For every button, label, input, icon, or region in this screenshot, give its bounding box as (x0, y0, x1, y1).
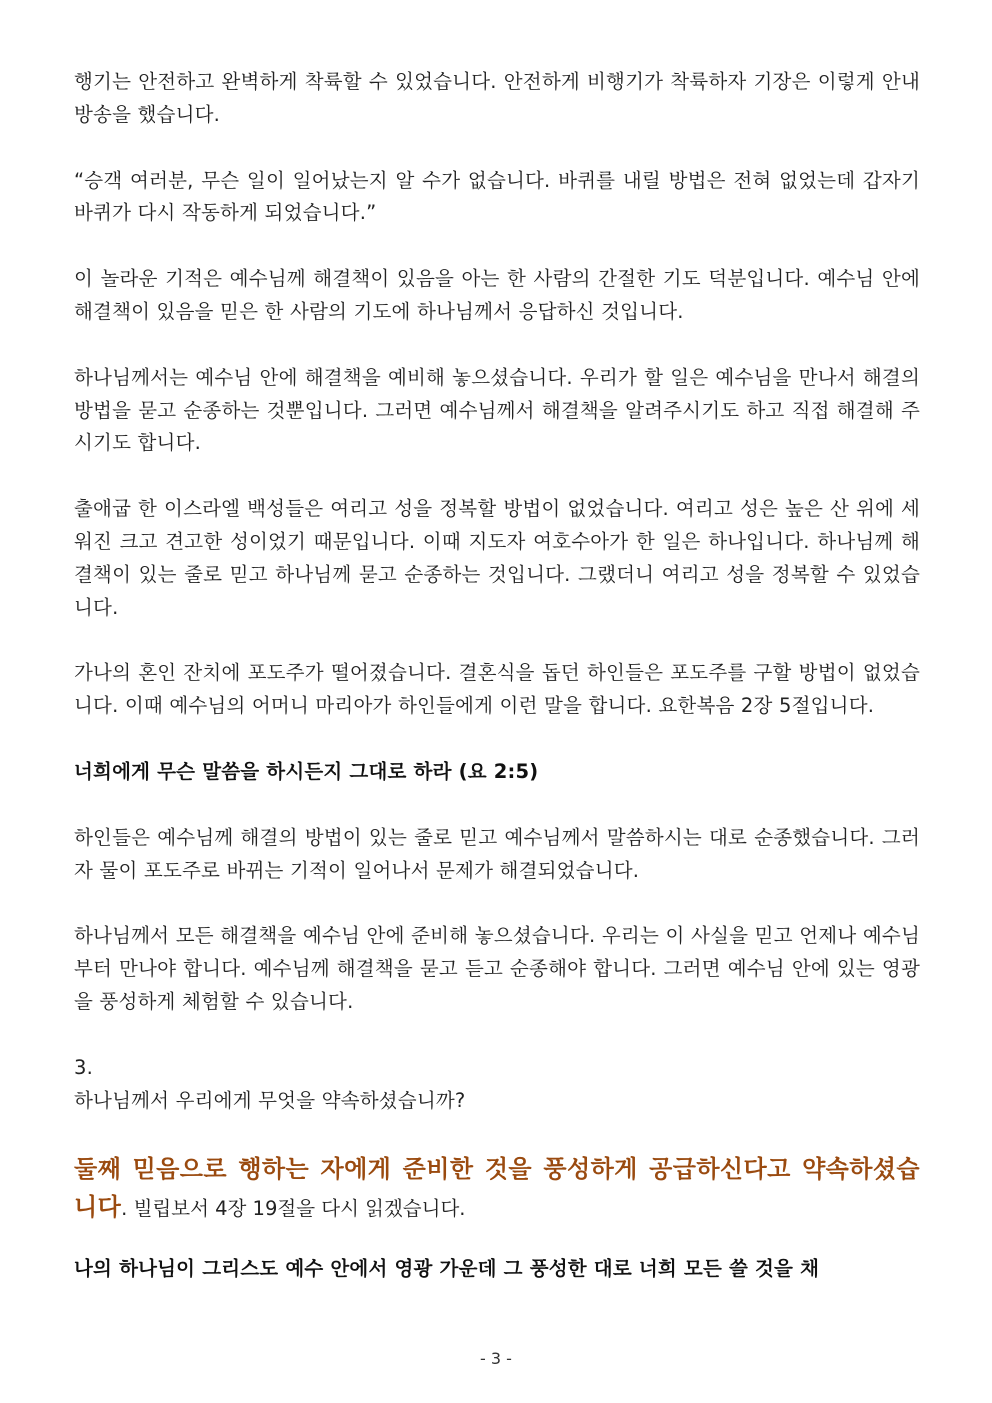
section-question: 하나님께서 우리에게 무엇을 약속하셨습니까? (74, 1088, 466, 1112)
paragraph-captain-quote: “승객 여러분, 무슨 일이 일어났는지 알 수가 없습니다. 바퀴를 내릴 방법은 전혀 없었는데 갑자기 바퀴가 다시 작동하게 되었습니다.” (74, 168, 920, 225)
paragraph-jericho: 출애굽 한 이스라엘 백성들은 여리고 성을 정복할 방법이 없었습니다. 여리고 성은 높은 산 위에 세워진 크고 견고한 성이었기 때문입니다. 이때 지도자 여호수아가 한 일은 하나입니다. 하나님께 해결책이 있는 줄로 믿고 하나님께 묻고 순종하는 것입니다. 그랬더니 여리고 성을 정복할 수 있었습니다. (74, 497, 920, 619)
paragraph-all-solutions: 하나님께서 모든 해결책을 예수님 안에 준비해 놓으셨습니다. 우리는 이 사실을 믿고 언제나 예수님부터 만나야 합니다. 예수님께 해결책을 묻고 듣고 순종해야 합니다. 그러면 예수님 안에 있는 영광을 풍성하게 체험할 수 있습니다. (74, 924, 920, 1013)
paragraph-solution-prepared: 하나님께서는 예수님 안에 해결책을 예비해 놓으셨습니다. 우리가 할 일은 예수님을 만나서 해결의 방법을 묻고 순종하는 것뿐입니다. 그러면 예수님께서 해결책을 알려주시기도 하고 직접 해결해 주시기도 합니다. (74, 365, 920, 455)
highlight-after-text: . 빌립보서 4장 19절을 다시 읽겠습니다. (121, 1197, 466, 1221)
paragraph-miracle: 이 놀라운 기적은 예수님께 해결책이 있음을 아는 한 사람의 간절한 기도 덕분입니다. 예수님 안에 해결책이 있음을 믿은 한 사람의 기도에 하나님께서 응답하신 것입니다. (74, 267, 920, 323)
document-page (74, 66, 920, 1319)
paragraph-servants: 하인들은 예수님께 해결의 방법이 있는 줄로 믿고 예수님께서 말씀하시는 대로 순종했습니다. 그러자 물이 포도주로 바뀌는 기적이 일어나서 문제가 해결되었습니다. (74, 825, 920, 882)
section-number: 3. (74, 1055, 94, 1079)
verse-john-2-5: 너희에게 무슨 말씀을 하시든지 그대로 하라 (요 2:5) (74, 759, 539, 783)
page-number: - 3 - (480, 1349, 512, 1368)
highlight-paragraph (74, 1150, 920, 1228)
paragraph-landing: 행기는 안전하고 완벽하게 착륙할 수 있었습니다. 안전하게 비행기가 착륙하자 기장은 이렇게 안내방송을 했습니다. (74, 70, 920, 126)
verse-philippians-4-19: 나의 하나님이 그리스도 예수 안에서 영광 가운데 그 풍성한 대로 너희 모든 쓸 것을 채 (74, 1257, 820, 1281)
highlight-text: 둘째 믿음으로 행하는 자에게 준비한 것을 풍성하게 공급하신다고 약속하셨습니다 (74, 1155, 920, 1222)
paragraph-cana-wedding: 가나의 혼인 잔치에 포도주가 떨어졌습니다. 결혼식을 돕던 하인들은 포도주를 구할 방법이 없었습니다. 이때 예수님의 어머니 마리아가 하인들에게 이런 말을 합니다. 요한복음 2장 5절입니다. (74, 661, 920, 718)
